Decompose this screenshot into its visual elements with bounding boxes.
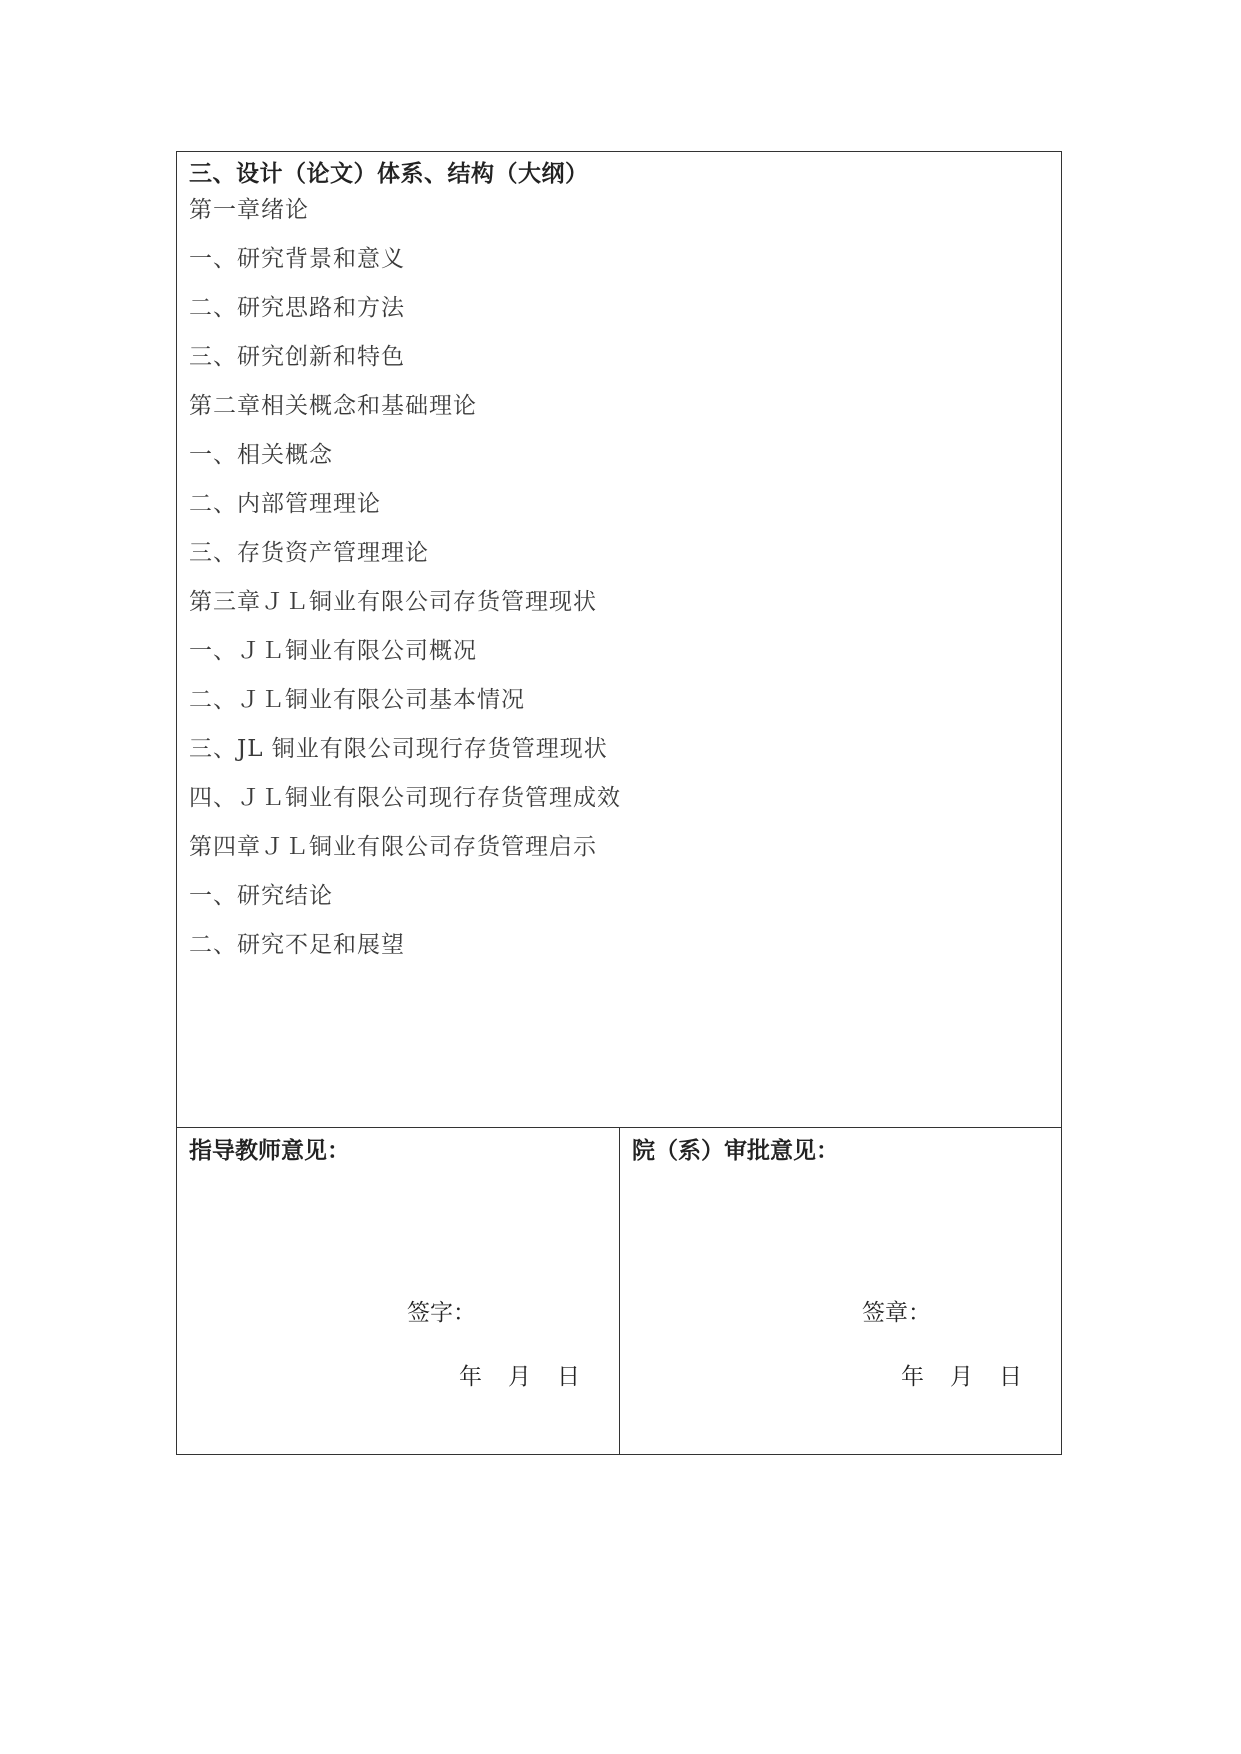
outline-item: 第二章相关概念和基础理论: [189, 393, 477, 419]
outline-list: [189, 195, 621, 979]
outline-section-title: 三、设计（论文）体系、结构（大纲）: [189, 161, 589, 187]
outline-item: 一、相关概念: [189, 442, 333, 468]
advisor-signature-label: 签字：: [407, 1300, 476, 1326]
outline-section: [177, 152, 1061, 1128]
outline-item: 三、JL 铜业有限公司现行存货管理现状: [189, 736, 608, 762]
advisor-date-month: 月: [508, 1364, 531, 1390]
department-date-year: 年: [901, 1364, 924, 1390]
department-approval-cell: [620, 1128, 1061, 1454]
outline-item: 一、ＪＬ铜业有限公司概况: [189, 638, 477, 664]
outline-item: 二、内部管理理论: [189, 491, 381, 517]
department-date-month: 月: [950, 1364, 973, 1390]
advisor-date-year: 年: [459, 1364, 482, 1390]
outline-item: 四、ＪＬ铜业有限公司现行存货管理成效: [189, 785, 621, 811]
outline-item: 第四章ＪＬ铜业有限公司存货管理启示: [189, 834, 597, 860]
advisor-date: [459, 1358, 580, 1391]
outline-item: 二、ＪＬ铜业有限公司基本情况: [189, 687, 525, 713]
outline-item: 三、存货资产管理理论: [189, 540, 429, 566]
proposal-table: [176, 151, 1062, 1455]
outline-item: 一、研究背景和意义: [189, 246, 405, 272]
outline-item: 二、研究思路和方法: [189, 295, 405, 321]
opinion-section: [177, 1128, 1061, 1454]
advisor-opinion-label: 指导教师意见：: [189, 1138, 350, 1164]
advisor-opinion-cell: [177, 1128, 620, 1454]
advisor-date-day: 日: [557, 1364, 580, 1390]
outline-item: 一、研究结论: [189, 883, 333, 909]
outline-item: 第三章ＪＬ铜业有限公司存货管理现状: [189, 589, 597, 615]
department-date-day: 日: [999, 1364, 1022, 1390]
outline-item: 二、研究不足和展望: [189, 932, 405, 958]
department-approval-label: 院（系）审批意见：: [632, 1138, 839, 1164]
outline-item: 三、研究创新和特色: [189, 344, 405, 370]
outline-item: 第一章绪论: [189, 197, 309, 223]
department-date: [901, 1358, 1022, 1391]
department-seal-label: 签章：: [862, 1300, 931, 1326]
